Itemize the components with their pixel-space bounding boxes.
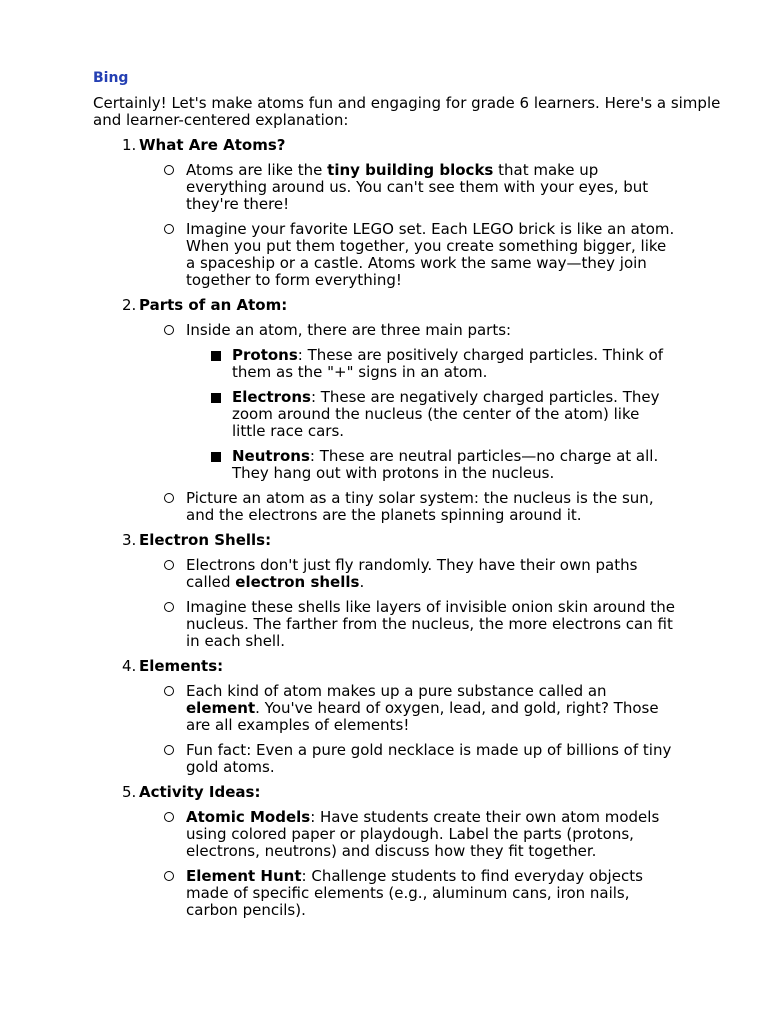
list-item [0,557,768,591]
list-item-text [186,490,676,524]
sub-list-item [186,347,768,381]
item-text: . You've heard of oxygen, lead, and gold, right? Those are all examples of elements! [186,699,659,734]
section-item [0,532,768,650]
list-item-text [186,557,676,591]
list-item [0,322,768,482]
bullet-list [0,809,768,919]
square-bullet-icon [211,452,221,462]
section-item [0,658,768,776]
section-number: 3. [122,531,137,549]
list-item-text [186,809,676,860]
sub-list-item [186,448,768,482]
item-text: that make up everything around us. You can't see them with your eyes, but they're there! [186,161,649,213]
section-number: 4. [122,657,137,675]
item-bold-term: electron shells [235,573,360,591]
sub-bullet-list [186,347,768,482]
bullet-list [0,162,768,289]
circle-bullet-icon [164,165,174,175]
section-number: 5. [122,783,137,801]
item-text: : Have students create their own atom models using colored paper or playdough. Label the parts (protons, electrons, neutrons) and discuss how they fit together. [186,808,660,860]
circle-bullet-icon [164,493,174,503]
square-bullet-icon [211,351,221,361]
sub-item-bold-term: Electrons [232,388,311,406]
item-text: Each kind of atom makes up a pure substance called an [186,682,607,700]
sub-item-bold-term: Neutrons [232,447,310,465]
circle-bullet-icon [164,224,174,234]
list-item [0,599,768,650]
sub-item-text [232,448,676,482]
section-heading [0,658,768,675]
intro-paragraph: Certainly! Let's make atoms fun and engaging for grade 6 learners. Here's a simple and learner-centered explanation: [93,94,721,129]
section-title: Electron Shells: [139,531,272,549]
list-item-text [186,683,676,734]
item-bold-term: tiny building blocks [327,161,494,179]
sub-item-bold-term: Protons [232,346,298,364]
bullet-list [0,322,768,524]
sub-item-text: : These are neutral particles—no charge at all. They hang out with protons in the nucleus. [232,447,659,482]
item-text: Inside an atom, there are three main parts: [186,321,512,339]
list-item [0,221,768,289]
item-text: Imagine these shells like layers of invisible onion skin around the nucleus. The farther from the nucleus, the more electrons can fit in each shell. [186,598,676,650]
circle-bullet-icon [164,745,174,755]
list-item-text [186,742,676,776]
sub-item-text [232,389,676,440]
sub-item-text [232,347,676,381]
circle-bullet-icon [164,325,174,335]
circle-bullet-icon [164,602,174,612]
sub-item-text: : These are negatively charged particles. They zoom around the nucleus (the center of the atom) like little race cars. [232,388,660,440]
item-bold-term: Element Hunt [186,867,302,885]
list-item [0,683,768,734]
circle-bullet-icon [164,871,174,881]
section-title: What Are Atoms? [139,136,286,154]
section-title: Elements: [139,657,224,675]
list-item [0,490,768,524]
section-title: Activity Ideas: [139,783,261,801]
square-bullet-icon [211,393,221,403]
section-heading [0,532,768,549]
list-item [0,162,768,213]
section-item [0,137,768,289]
circle-bullet-icon [164,812,174,822]
list-item-text [186,221,676,289]
list-item-text [186,868,676,919]
item-text: . [359,573,365,591]
circle-bullet-icon [164,560,174,570]
bullet-list [0,557,768,650]
list-item [0,742,768,776]
speaker-label: Bing [93,70,129,86]
circle-bullet-icon [164,686,174,696]
sections-list [0,137,768,927]
list-item-text [186,322,676,339]
item-text: : Challenge students to find everyday objects made of specific elements (e.g., aluminum cans, iron nails, carbon pencils). [186,867,643,919]
item-text: Atoms are like the [186,161,328,179]
list-item-text [186,162,676,213]
sub-item-text: : These are positively charged particles. Think of them as the "+" signs in an atom. [232,346,664,381]
list-item-text [186,599,676,650]
sub-list-item [186,389,768,440]
list-item [0,868,768,919]
item-text: Imagine your favorite LEGO set. Each LEGO brick is like an atom. When you put them together, you create something bigger, like a spaceship or a castle. Atoms work the same way—they join together to form everything! [186,220,675,289]
section-heading [0,784,768,801]
bullet-list [0,683,768,776]
item-bold-term: element [186,699,256,717]
item-text: Picture an atom as a tiny solar system: the nucleus is the sun, and the electrons are the planets spinning around it. [186,489,654,524]
item-bold-term: Atomic Models [186,808,311,826]
list-item [0,809,768,860]
section-title: Parts of an Atom: [139,296,288,314]
section-heading [0,137,768,154]
section-number: 2. [122,296,137,314]
section-item [0,784,768,919]
item-text: Fun fact: Even a pure gold necklace is made up of billions of tiny gold atoms. [186,741,672,776]
section-item [0,297,768,524]
item-text: Electrons don't just fly randomly. They have their own paths called [186,556,638,591]
section-number: 1. [122,136,137,154]
section-heading [0,297,768,314]
